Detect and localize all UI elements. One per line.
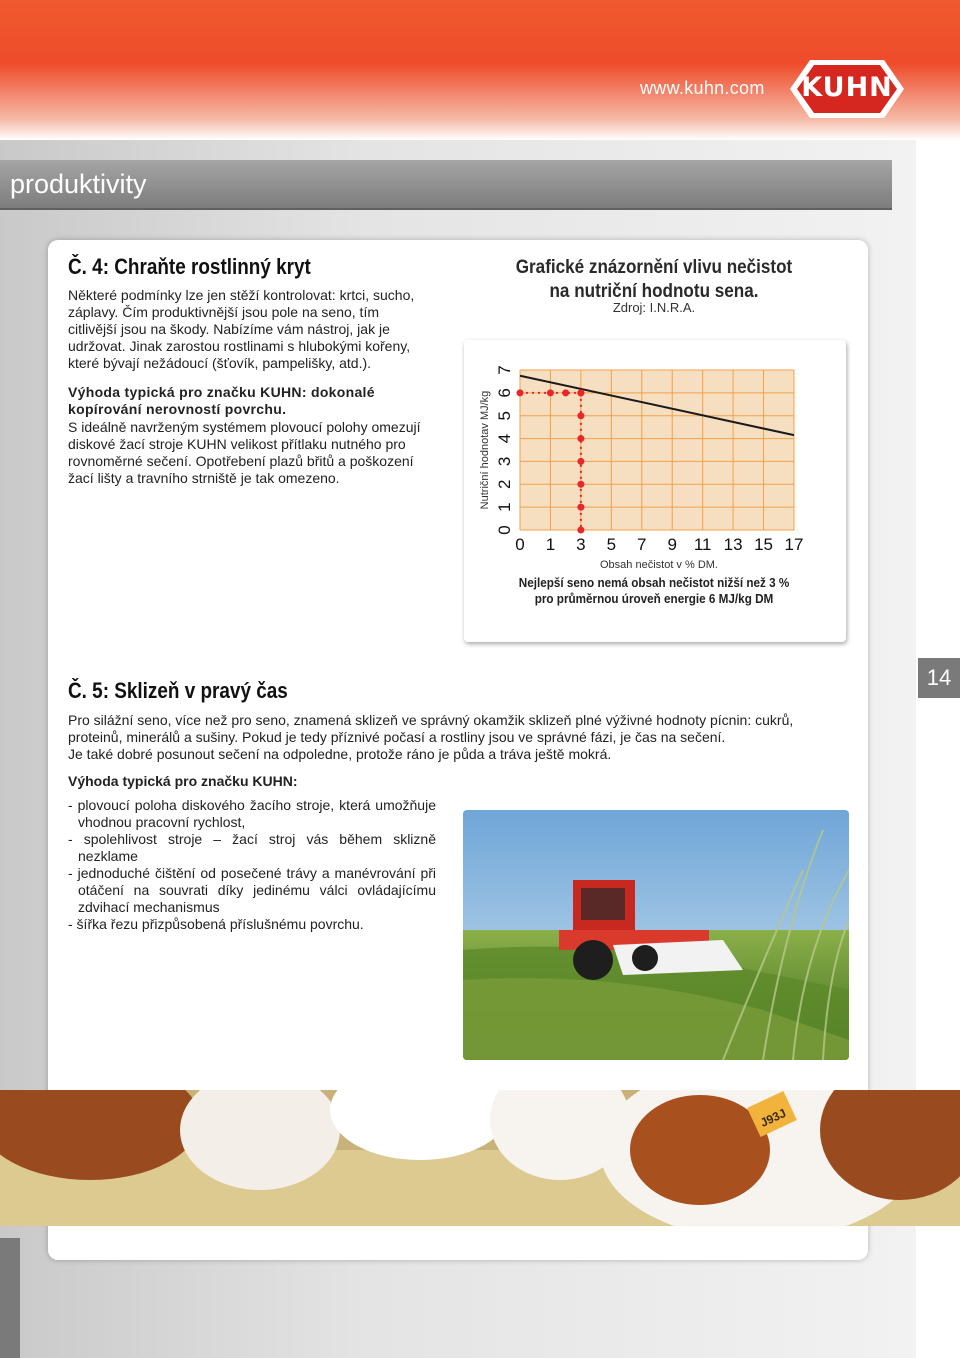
list-item: - jednoduché čištění od posečené trávy a manévrování při otáčení na souvrati díky jedinému válci ovládajícímu zdvihací mechanismus xyxy=(68,865,436,915)
x-tick-label: 1 xyxy=(545,535,556,554)
section5-body-line: proteinů, minerálů a sušiny. Pokud je tedy příznivé počasí a rostliny jsou ve správné fázi, je čas na sečení. xyxy=(68,729,726,745)
x-tick-label: 5 xyxy=(606,535,617,554)
chart-title-line2: na nutriční hodnotu sena. xyxy=(549,281,759,302)
y-tick-label: 5 xyxy=(495,410,514,421)
x-tick-label: 15 xyxy=(754,535,774,554)
y-tick-label: 6 xyxy=(495,388,514,398)
x-tick-label: 0 xyxy=(515,535,525,554)
section5-title: Č. 5: Sklizeň v pravý čas xyxy=(68,678,288,703)
section4-advantage xyxy=(68,384,436,418)
y-tick-label: 7 xyxy=(495,365,514,375)
section4-body-line: rovnoměrné sečení. Opotřebení plazů břitů a poškození xyxy=(68,453,414,469)
section4-advantage-line: Výhoda typická pro značku KUHN: dokonalé xyxy=(68,384,375,400)
section5-body-line: Pro silážní seno, více než pro seno, znamená sklizeň ve správný okamžik sklizeň plné výživné hodnoty pícnin: cukrů, xyxy=(68,712,794,728)
section4-body-line: diskové žací stroje KUHN velikost přítlaku nutného pro xyxy=(68,436,406,452)
list-item: - šířka řezu přizpůsobená příslušnému povrchu. xyxy=(68,916,364,932)
section4-advantage-line: kopírování nerovností povrchu. xyxy=(68,401,287,417)
mower-tractor-photo xyxy=(463,810,849,1060)
section4-body xyxy=(68,419,436,487)
x-tick-label: 3 xyxy=(576,535,586,554)
chart-footnote-line2: pro průměrnou úroveň energie 6 MJ/kg DM xyxy=(534,591,774,606)
y-tick-label: 1 xyxy=(495,502,514,512)
x-tick-label: 7 xyxy=(637,535,647,554)
x-axis-label: Obsah nečistot v % DM. xyxy=(600,559,718,571)
y-axis-label: Nutriční hodnotav MJ/kg xyxy=(479,390,491,510)
website-url[interactable]: www.kuhn.com xyxy=(640,78,765,98)
section4-intro xyxy=(68,287,436,372)
chart-footnote-line1: Nejlepší seno nemá obsah nečistot nižší než 3 % xyxy=(518,575,790,590)
y-tick-label: 3 xyxy=(495,456,514,467)
section5-body-line: Je také dobré posunout sečení na odpoledne, protože ráno je půda a tráva ještě mokrá. xyxy=(68,746,612,762)
section-title-bar xyxy=(0,160,892,210)
section4-intro-line: citlivější jsou na škody. Nabízíme vám nástroj, jak je xyxy=(68,321,390,337)
decorative-edge xyxy=(0,1238,20,1358)
kuhn-logo-text: KUHN xyxy=(801,72,893,103)
section5-advantage-title: Výhoda typická pro značku KUHN: xyxy=(68,773,298,789)
section4-intro-line: Některé podmínky lze jen stěží kontrolovat: krtci, sucho, xyxy=(68,287,415,303)
x-tick-label: 11 xyxy=(693,535,712,554)
y-tick-label: 2 xyxy=(495,479,514,490)
list-item: - spolehlivost stroje – žací stroj vás během sklizně nezklame xyxy=(68,831,436,864)
section4-title: Č. 4: Chraňte rostlinný kryt xyxy=(68,254,311,279)
chart-footnote xyxy=(505,575,804,607)
section-bar-title: produktivity xyxy=(10,169,147,199)
y-tick-label: 0 xyxy=(495,525,514,535)
x-tick-label: 9 xyxy=(667,535,677,554)
page-number: 14 xyxy=(918,658,960,698)
section4-body-line: žací lišty a travního strniště je tak omezeno. xyxy=(68,470,340,486)
chart-title-line1: Grafické znázornění vlivu nečistot xyxy=(515,257,793,278)
list-item: - plovoucí poloha diskového žacího stroje, která umožňuje vhodnou pracovní rychlost, xyxy=(68,797,436,830)
section5-body xyxy=(68,712,858,763)
section5-bullet-list xyxy=(68,797,436,933)
chart-title xyxy=(505,256,804,304)
chart-source: Zdroj: I.N.R.A. xyxy=(612,300,696,315)
cows-eating-hay-photo xyxy=(0,1090,960,1226)
cow-ear-tag: J93J xyxy=(758,1105,789,1130)
section4-intro-line: záplavy. Čím produktivnější jsou pole na seno, tím xyxy=(68,304,380,320)
x-tick-label: 17 xyxy=(784,535,804,554)
y-tick-label: 4 xyxy=(495,433,514,444)
section4-intro-line: udržovat. Jinak zarostou rostlinami s hlubokými kořeny, xyxy=(68,338,411,354)
x-tick-label: 13 xyxy=(723,535,743,554)
section4-intro-line: které bývají nežádoucí (šťovík, pampelišky, atd.). xyxy=(68,355,372,371)
section4-body-line: S ideálně navrženým systémem plovoucí polohy omezují xyxy=(68,419,421,435)
